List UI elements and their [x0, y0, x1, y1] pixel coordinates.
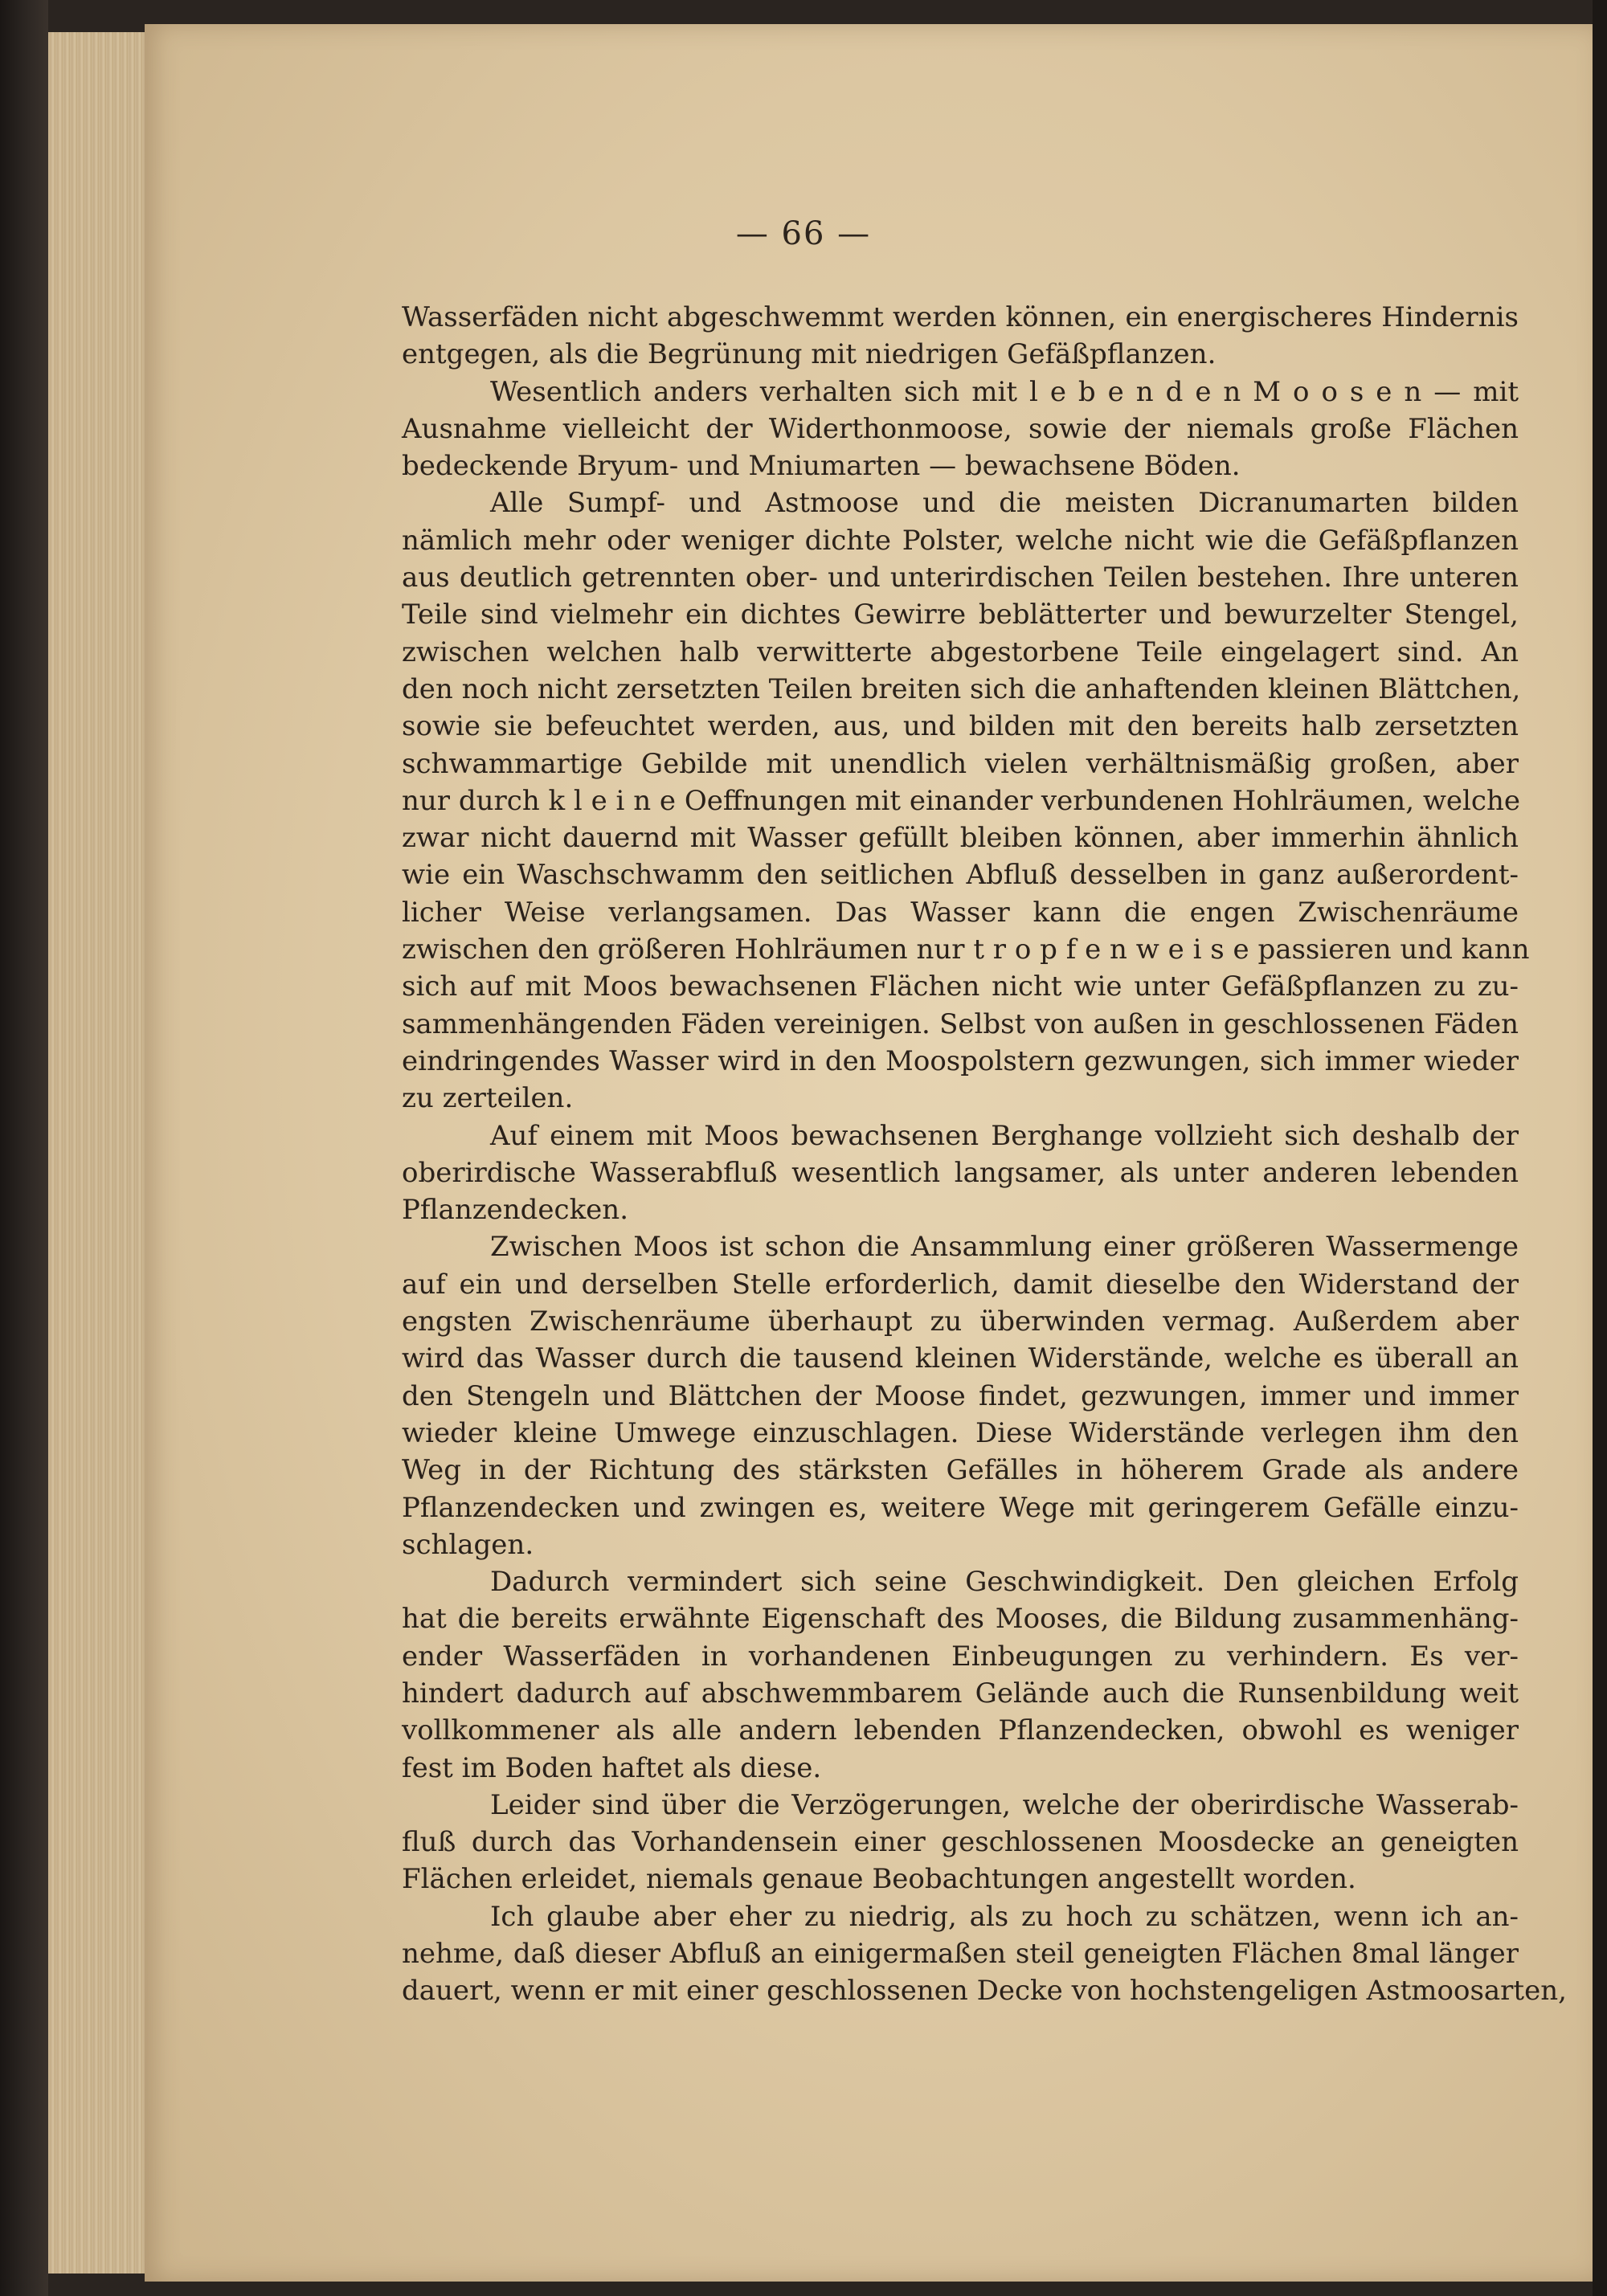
text-line: wieder kleine Umwege einzuschlagen. Diese Widerstände verlegen ihm den: [402, 1416, 1519, 1449]
text-line: vollkommener als alle andern lebenden Pflanzendecken, obwohl es weniger: [402, 1714, 1519, 1747]
text-line: zu zerteilen.: [402, 1082, 574, 1115]
text-line: Alle Sumpf- und Astmoose und die meisten Dicranumarten bilden: [490, 487, 1519, 520]
text-line: entgegen, als die Begrünung mit niedrigen Gefäßpflanzen.: [402, 338, 1216, 371]
text-line: dauert, wenn er mit einer geschlossenen Decke von hochstengeligen Astmoosarten,: [402, 1975, 1567, 2008]
text-line: Dadurch vermindert sich seine Geschwindigkeit. Den gleichen Erfolg: [490, 1566, 1519, 1599]
body-text: [402, 299, 1567, 2010]
text-line: Teile sind vielmehr ein dichtes Gewirre beblätterter und bewurzelter Stengel,: [402, 599, 1519, 631]
text-line: hindert dadurch auf abschwemmbarem Gelände auch die Runsenbildung weit: [402, 1677, 1519, 1710]
text-line: auf ein und derselben Stelle erforderlich, damit dieselbe den Widerstand der: [402, 1268, 1519, 1301]
text-line: sich auf mit Moos bewachsenen Flächen nicht wie unter Gefäßpflanzen zu zu-: [402, 970, 1519, 1003]
text-line: den Stengeln und Blättchen der Moose findet, gezwungen, immer und immer: [402, 1379, 1519, 1412]
text-line: oberirdische Wasserabfluß wesentlich langsamer, als unter anderen lebenden: [402, 1156, 1519, 1189]
text-line: wird das Wasser durch die tausend kleinen Widerstände, welche es überall an: [402, 1342, 1519, 1375]
text-line: wie ein Waschschwamm den seitlichen Abfluß desselben in ganz außerordent-: [402, 859, 1519, 892]
text-line: fluß durch das Vorhandensein einer geschlossenen Moosdecke an geneigten: [402, 1826, 1519, 1859]
text-line: Pflanzendecken.: [402, 1194, 629, 1227]
text-line: hat die bereits erwähnte Eigenschaft des Mooses, die Bildung zusammenhäng-: [402, 1603, 1519, 1636]
text-line: Ich glaube aber eher zu niedrig, als zu hoch zu schätzen, wenn ich an-: [490, 1900, 1519, 1933]
text-line: aus deutlich getrennten ober- und unterirdischen Teilen bestehen. Ihre unteren: [402, 562, 1519, 594]
text-line: nämlich mehr oder weniger dichte Polster, welche nicht wie die Gefäßpflanzen: [402, 524, 1519, 557]
text-line: engsten Zwischenräume überhaupt zu überwinden vermag. Außerdem aber: [402, 1305, 1519, 1338]
text-line: Wesentlich anders verhalten sich mit l e b e n d e n M o o s e n — mit: [490, 375, 1519, 408]
text-line: sammenhängenden Fäden vereinigen. Selbst von außen in geschlossenen Fäden: [402, 1007, 1519, 1040]
book-cover-right-edge: [1593, 0, 1607, 2296]
text-line: eindringendes Wasser wird in den Moospolstern gezwungen, sich immer wieder: [402, 1044, 1519, 1077]
text-line: zwar nicht dauernd mit Wasser gefüllt bleiben können, aber immerhin ähnlich: [402, 822, 1519, 855]
text-line: Ausnahme vielleicht der Widerthonmoose, sowie der niemals große Flächen: [402, 412, 1519, 445]
text-line: bedeckende Bryum- und Mniumarten — bewachsene Böden.: [402, 450, 1241, 483]
text-line: schlagen.: [402, 1528, 534, 1561]
page-stack-edge: [48, 32, 153, 2274]
text-line: zwischen welchen halb verwitterte abgestorbene Teile eingelagert sind. An: [402, 635, 1519, 668]
book-cover-edge: [0, 0, 48, 2296]
text-line: schwammartige Gebilde mit unendlich vielen verhältnismäßig großen, aber: [402, 747, 1519, 780]
text-line: den noch nicht zersetzten Teilen breiten sich die anhaftenden kleinen Blättchen,: [402, 672, 1521, 705]
text-line: Flächen erleidet, niemals genaue Beobachtungen angestellt worden.: [402, 1863, 1356, 1896]
text-line: Pflanzendecken und zwingen es, weitere Wege mit geringerem Gefälle einzu-: [402, 1491, 1519, 1524]
text-line: zwischen den größeren Hohlräumen nur t r o p f e n w e i s e passieren und kann: [402, 934, 1530, 966]
text-line: nur durch k l e i n e Oeffnungen mit einander verbundenen Hohlräumen, welche: [402, 784, 1520, 817]
text-line: fest im Boden haftet als diese.: [402, 1751, 822, 1784]
text-line: licher Weise verlangsamen. Das Wasser kann die engen Zwischenräume: [402, 896, 1519, 929]
text-line: Zwischen Moos ist schon die Ansammlung einer größeren Wassermenge: [490, 1231, 1519, 1264]
text-line: Wasserfäden nicht abgeschwemmt werden können, ein energischeres Hindernis: [402, 301, 1519, 333]
text-line: Auf einem mit Moos bewachsenen Berghange vollzieht sich deshalb der: [490, 1119, 1519, 1152]
page-number: — 66 —: [735, 215, 872, 252]
text-line: Leider sind über die Verzögerungen, welche der oberirdische Wasserab-: [490, 1788, 1519, 1821]
text-line: Weg in der Richtung des stärksten Gefälles in höherem Grade als andere: [402, 1454, 1519, 1487]
text-line: nehme, daß dieser Abfluß an einigermaßen steil geneigten Flächen 8mal länger: [402, 1938, 1519, 1971]
text-line: sowie sie befeuchtet werden, aus, und bilden mit den bereits halb zersetzten: [402, 710, 1519, 743]
text-line: ender Wasserfäden in vorhandenen Einbeugungen zu verhindern. Es ver-: [402, 1640, 1519, 1673]
